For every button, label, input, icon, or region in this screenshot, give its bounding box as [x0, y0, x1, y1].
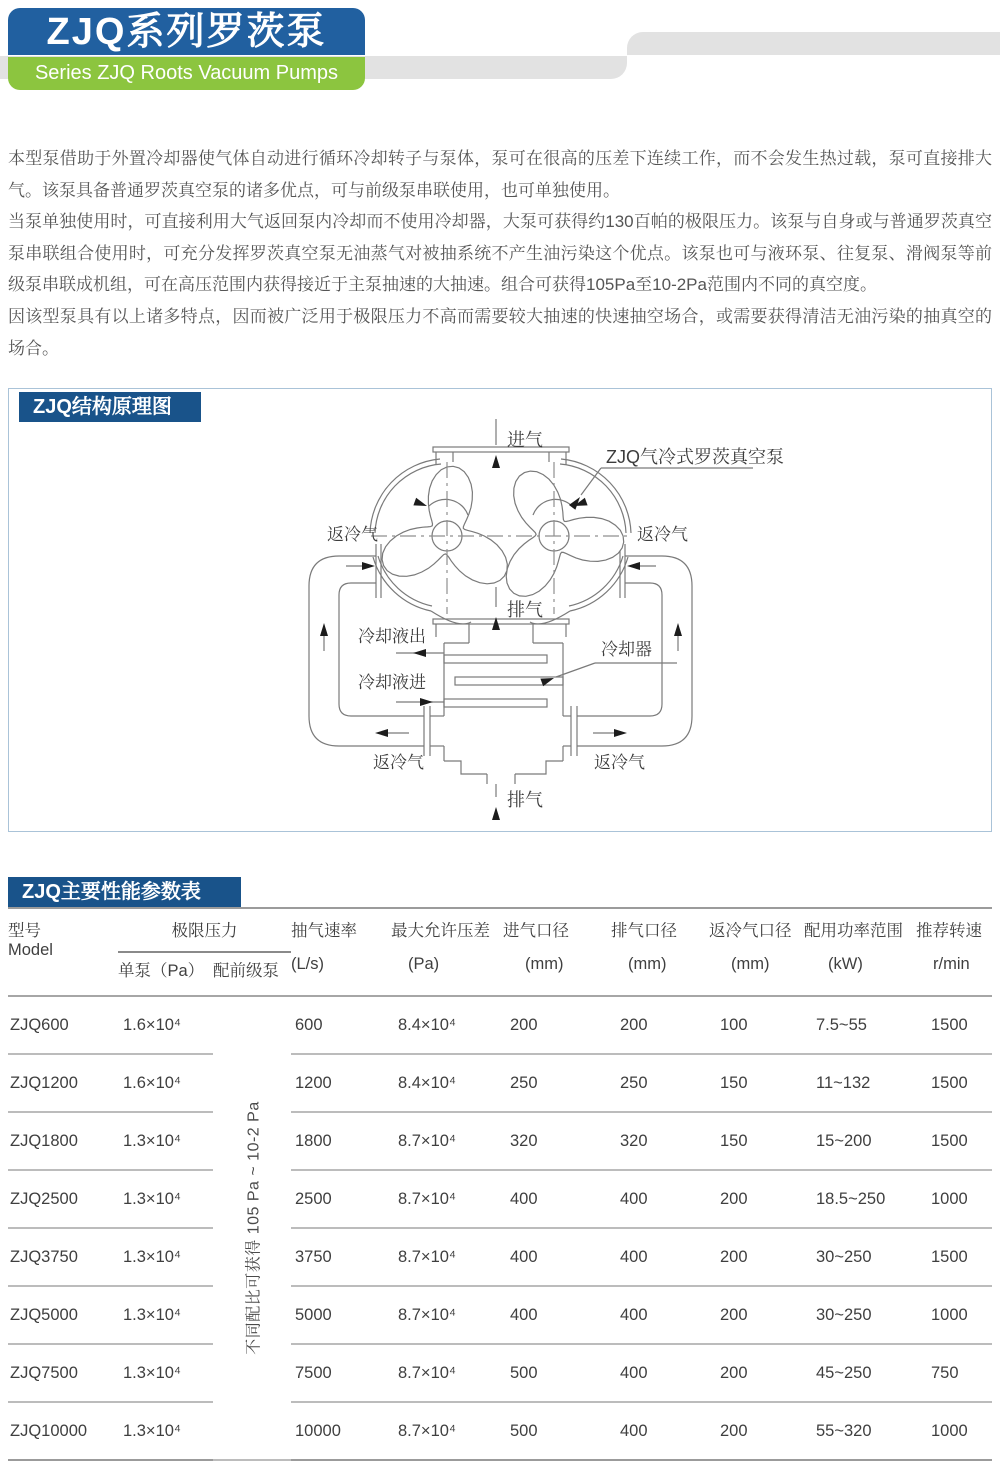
- cell-power: 30~250: [804, 1228, 916, 1286]
- cell-return: 100: [709, 996, 804, 1054]
- page-subtitle: Series ZJQ Roots Vacuum Pumps: [8, 57, 365, 90]
- table-body: [8, 996, 992, 1460]
- performance-table-section: [8, 877, 992, 1461]
- cell-return: 150: [709, 1112, 804, 1170]
- col-header-with-backing-pump: 配前级泵: [213, 962, 279, 980]
- table-row: [8, 1054, 992, 1112]
- cell-power: 30~250: [804, 1286, 916, 1344]
- cell-maxdiff: 8.7×10⁴: [391, 1402, 503, 1460]
- cell-backing-pump-note: [213, 996, 291, 1460]
- performance-table: [8, 907, 992, 1461]
- cell-speed: 1800: [291, 1112, 391, 1170]
- col-header-return-gas-diameter: 返冷气口径 (mm): [709, 922, 792, 973]
- cell-rpm: 1000: [916, 1286, 992, 1344]
- cell-inlet: 500: [503, 1344, 611, 1402]
- cell-maxdiff: 8.7×10⁴: [391, 1286, 503, 1344]
- exhaust-duct: [431, 611, 570, 637]
- cell-speed: 5000: [291, 1286, 391, 1344]
- table-row: [8, 1286, 992, 1344]
- cell-single: 1.3×10⁴: [118, 1402, 213, 1460]
- cooler-assembly: [444, 624, 563, 784]
- schematic-diagram: [9, 389, 991, 831]
- cell-model: ZJQ1200: [8, 1054, 118, 1112]
- table-row: [8, 1402, 992, 1460]
- cell-inlet: 400: [503, 1170, 611, 1228]
- cell-return: 200: [709, 1402, 804, 1460]
- table-row: [8, 996, 992, 1054]
- header-band-right: [627, 32, 1000, 55]
- col-header-inlet-diameter: 进气口径 (mm): [503, 922, 569, 973]
- cell-inlet: 400: [503, 1286, 611, 1344]
- cell-power: 18.5~250: [804, 1170, 916, 1228]
- cell-outlet: 400: [611, 1228, 709, 1286]
- label-exhaust-mid: 排气: [507, 600, 543, 620]
- cell-inlet: 400: [503, 1228, 611, 1286]
- cell-single: 1.3×10⁴: [118, 1344, 213, 1402]
- cell-outlet: 400: [611, 1170, 709, 1228]
- cell-maxdiff: 8.7×10⁴: [391, 1170, 503, 1228]
- cell-maxdiff: 8.4×10⁴: [391, 1054, 503, 1112]
- cell-model: ZJQ1800: [8, 1112, 118, 1170]
- table-row: [8, 1170, 992, 1228]
- cell-power: 11~132: [804, 1054, 916, 1112]
- cell-inlet: 200: [503, 996, 611, 1054]
- col-header-ultimate-pressure: 极限压力: [118, 908, 291, 952]
- table-row: [8, 1344, 992, 1402]
- intro-paragraph: 本型泵借助于外置冷却器使气体自动进行循环冷却转子与泵体，泵可在很高的压差下连续工作，而不会发生热过载，泵可直接排大气。该泵具备普通罗茨真空泵的诸多优点，可与前级泵串联使用，也可单独使用。: [8, 149, 992, 200]
- cell-outlet: 250: [611, 1054, 709, 1112]
- col-header-single-pump: 单泵（Pa）: [118, 962, 205, 980]
- intro-paragraph: 因该型泵具有以上诸多特点，因而被广泛用于极限压力不高而需要较大抽速的快速抽空场合，或需要获得清洁无油污染的抽真空的场合。: [8, 306, 992, 358]
- cell-model: ZJQ10000: [8, 1402, 118, 1460]
- cell-single: 1.3×10⁴: [118, 1170, 213, 1228]
- intro-text: [8, 143, 992, 364]
- cell-maxdiff: 8.4×10⁴: [391, 996, 503, 1054]
- table-header: [8, 908, 992, 996]
- cell-rpm: 750: [916, 1344, 992, 1402]
- cell-return: 200: [709, 1228, 804, 1286]
- cell-maxdiff: 8.7×10⁴: [391, 1344, 503, 1402]
- cell-maxdiff: 8.7×10⁴: [391, 1228, 503, 1286]
- table-row: [8, 1228, 992, 1286]
- cell-model: ZJQ5000: [8, 1286, 118, 1344]
- cell-return: 200: [709, 1286, 804, 1344]
- cell-speed: 600: [291, 996, 391, 1054]
- cell-maxdiff: 8.7×10⁴: [391, 1112, 503, 1170]
- cell-rpm: 1000: [916, 1402, 992, 1460]
- label-return-gas-br: 返冷气: [594, 753, 645, 772]
- cell-outlet: 400: [611, 1344, 709, 1402]
- cell-inlet: 500: [503, 1402, 611, 1460]
- col-header-pumping-speed: 抽气速率 (L/s): [291, 922, 357, 973]
- label-return-gas-bl: 返冷气: [373, 753, 424, 772]
- cell-rpm: 1000: [916, 1170, 992, 1228]
- cell-outlet: 400: [611, 1286, 709, 1344]
- cell-return: 150: [709, 1054, 804, 1112]
- cell-power: 7.5~55: [804, 996, 916, 1054]
- col-header-model: 型号 Model: [8, 922, 53, 959]
- cell-power: 45~250: [804, 1344, 916, 1402]
- cell-speed: 7500: [291, 1344, 391, 1402]
- col-header-outlet-diameter: 排气口径 (mm): [611, 922, 677, 973]
- cell-rpm: 1500: [916, 1228, 992, 1286]
- cell-single: 1.6×10⁴: [118, 1054, 213, 1112]
- structure-diagram-panel: [8, 388, 992, 832]
- table-row: [8, 1112, 992, 1170]
- cell-single: 1.3×10⁴: [118, 1228, 213, 1286]
- cell-model: ZJQ3750: [8, 1228, 118, 1286]
- label-return-gas-tl: 返冷气: [327, 525, 378, 544]
- cell-power: 55~320: [804, 1402, 916, 1460]
- label-pump: ZJQ气冷式罗茨真空泵: [606, 447, 784, 467]
- cell-speed: 2500: [291, 1170, 391, 1228]
- cell-outlet: 320: [611, 1112, 709, 1170]
- cell-speed: 10000: [291, 1402, 391, 1460]
- intro-paragraph: 当泵单独使用时，可直接利用大气返回泵内冷却而不使用冷却器，大泵可获得约130百帕的极限压力。该泵与自身或与普通罗茨真空泵串联组合使用时，可充分发挥罗茨真空泵无油蒸气对被抽系统不产生油污染这个优点。该泵也可与液环泵、往复泵、滑阀泵等前级泵串联成机组，可在高压范围内获得接近于主泵抽速的大抽速。组合可获得105Pa至10-2Pa范围内不同的真空度。: [8, 212, 992, 295]
- cell-model: ZJQ2500: [8, 1170, 118, 1228]
- cell-inlet: 250: [503, 1054, 611, 1112]
- cell-speed: 3750: [291, 1228, 391, 1286]
- cell-rpm: 1500: [916, 996, 992, 1054]
- cell-single: 1.6×10⁴: [118, 996, 213, 1054]
- cell-outlet: 400: [611, 1402, 709, 1460]
- cell-outlet: 200: [611, 996, 709, 1054]
- col-header-rec-speed: 推荐转速 r/min: [916, 922, 982, 973]
- label-coolant-in: 冷却液进: [358, 673, 426, 692]
- cell-single: 1.3×10⁴: [118, 1112, 213, 1170]
- label-coolant-out: 冷却液出: [358, 627, 426, 646]
- label-cooler: 冷却器: [601, 640, 652, 659]
- page-title: ZJQ系列罗茨泵: [8, 8, 365, 55]
- col-header-power-range: 配用功率范围 (kW): [804, 922, 903, 973]
- cell-return: 200: [709, 1344, 804, 1402]
- col-header-max-pressure-diff: 最大允许压差 (Pa): [391, 922, 490, 973]
- backing-pump-note: 不同配比可获得 105 Pa ~ 10-2 Pa: [245, 1101, 263, 1355]
- cell-single: 1.3×10⁴: [118, 1286, 213, 1344]
- cell-return: 200: [709, 1170, 804, 1228]
- label-intake: 进气: [507, 430, 543, 450]
- diagram-section-title: ZJQ结构原理图: [19, 392, 201, 422]
- cell-rpm: 1500: [916, 1054, 992, 1112]
- label-return-gas-tr: 返冷气: [637, 525, 688, 544]
- cell-speed: 1200: [291, 1054, 391, 1112]
- cell-model: ZJQ600: [8, 996, 118, 1054]
- label-exhaust-bottom: 排气: [507, 790, 543, 810]
- table-section-title: ZJQ主要性能参数表: [8, 877, 241, 907]
- cell-power: 15~200: [804, 1112, 916, 1170]
- cell-rpm: 1500: [916, 1112, 992, 1170]
- cell-model: ZJQ7500: [8, 1344, 118, 1402]
- intake-duct: [433, 447, 569, 465]
- cell-inlet: 320: [503, 1112, 611, 1170]
